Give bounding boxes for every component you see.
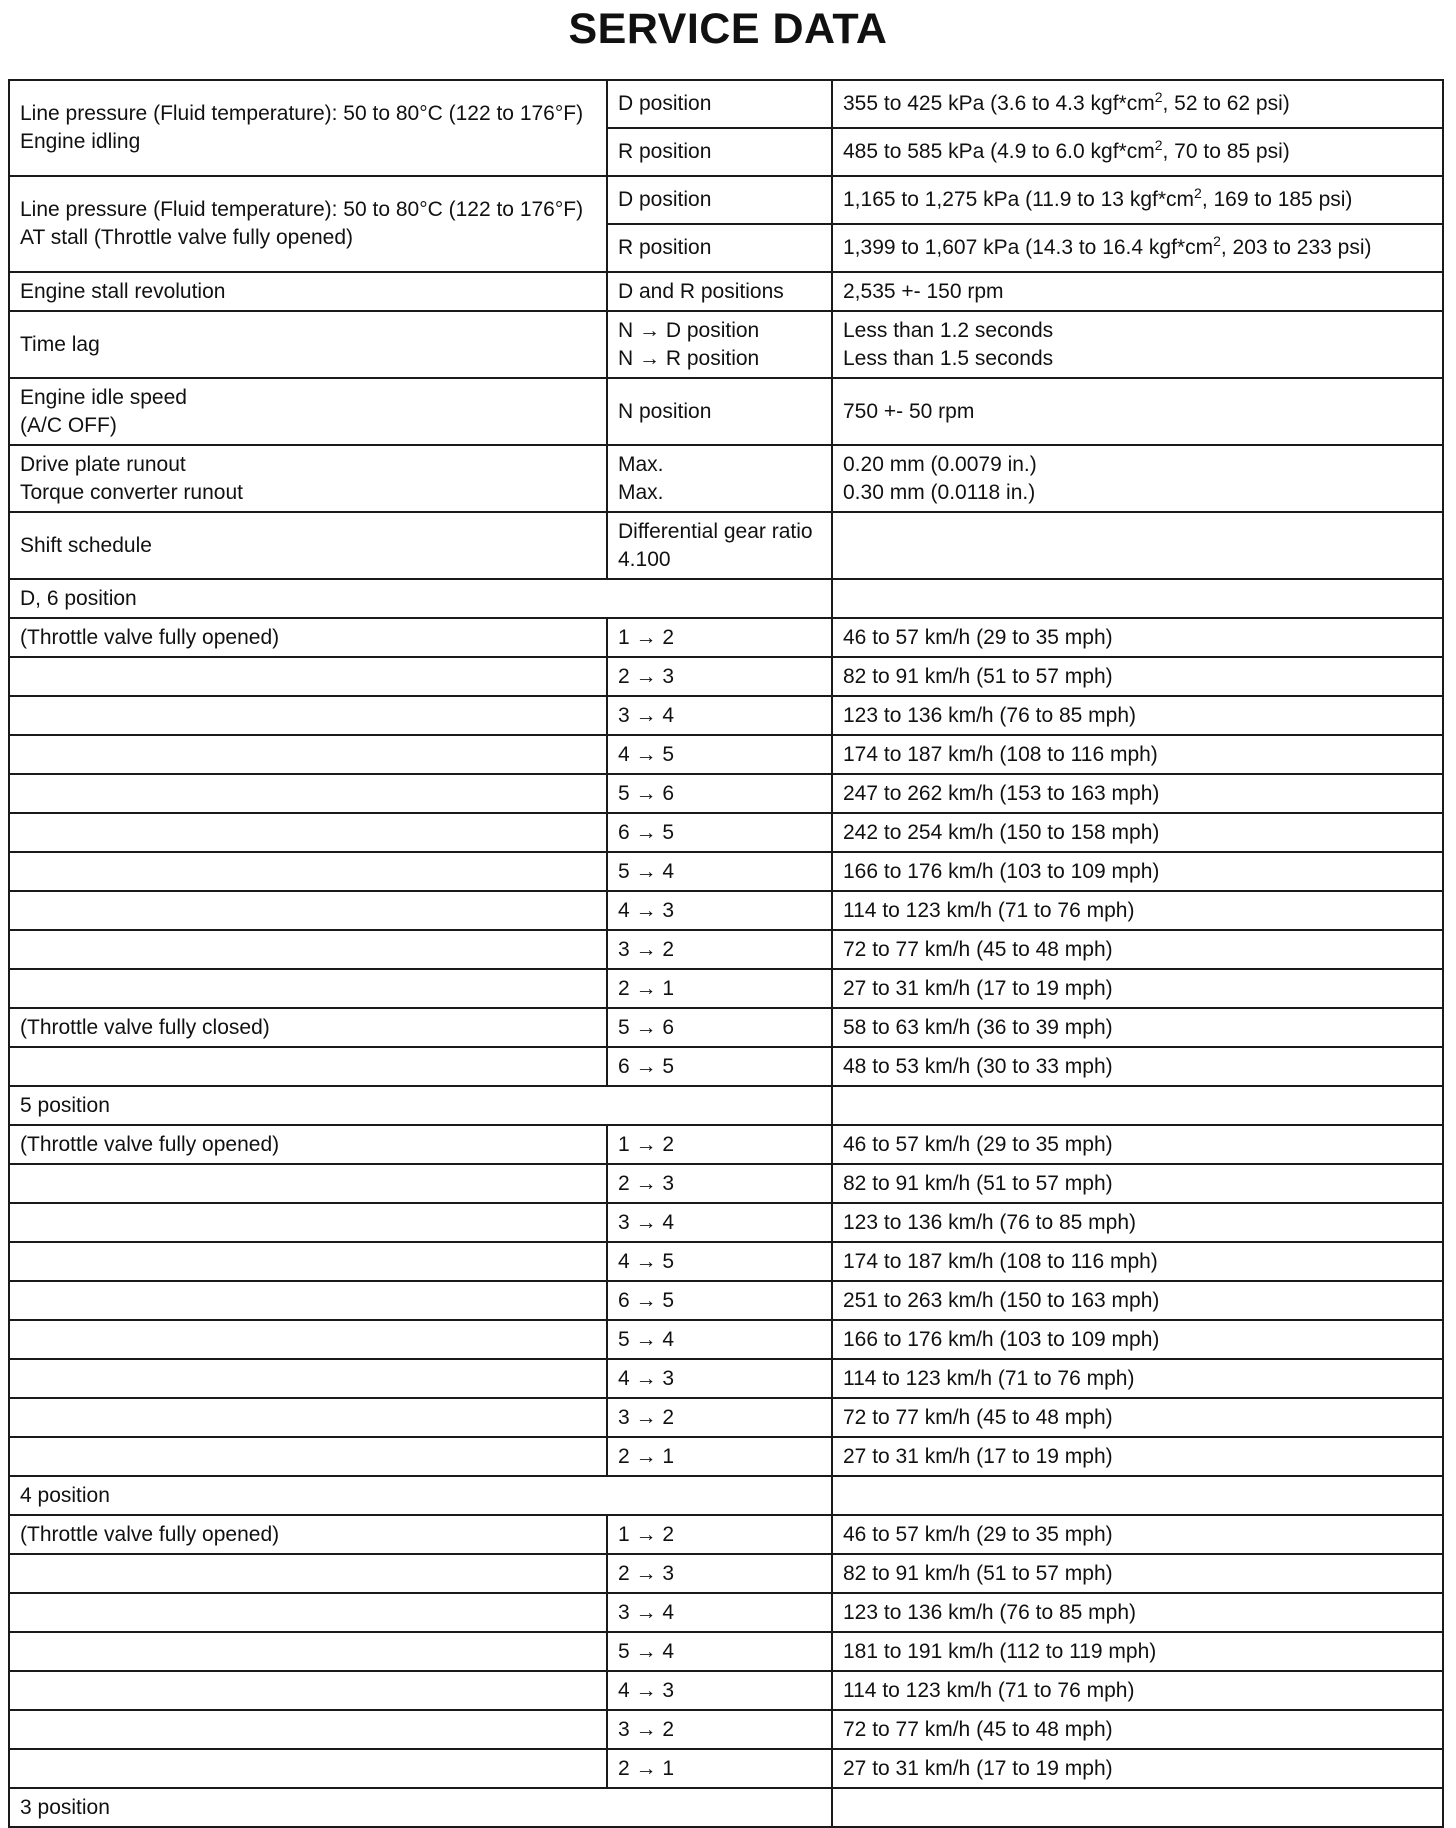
shift-row: [9, 1593, 1443, 1632]
throttle-label: [9, 1437, 607, 1476]
shift-gear: 6 → 5: [607, 813, 832, 852]
shift-speed: 46 to 57 km/h (29 to 35 mph): [832, 618, 1443, 657]
shift-row: [9, 1554, 1443, 1593]
shift-row: [9, 1359, 1443, 1398]
shift-row: [9, 1047, 1443, 1086]
shift-speed: 46 to 57 km/h (29 to 35 mph): [832, 1515, 1443, 1554]
shift-speed: 166 to 176 km/h (103 to 109 mph): [832, 852, 1443, 891]
spec-label: AT stall (Throttle valve fully opened): [20, 226, 354, 249]
throttle-label: [9, 1320, 607, 1359]
throttle-label: [9, 930, 607, 969]
value-cell: [832, 272, 1443, 311]
shift-gear: 1 → 2: [607, 1125, 832, 1164]
shift-row: [9, 1242, 1443, 1281]
position-text: D position: [618, 92, 712, 115]
shift-speed: 48 to 53 km/h (30 to 33 mph): [832, 1047, 1443, 1086]
throttle-label: [9, 1554, 607, 1593]
value-text: 750 +- 50 rpm: [843, 399, 975, 423]
throttle-label: [9, 774, 607, 813]
spec-label: Shift schedule: [20, 533, 152, 557]
value-text: Less than 1.5 seconds: [843, 346, 1054, 370]
value-text: , 203 to 233 psi): [1220, 236, 1372, 259]
service-data-table: [8, 79, 1444, 1828]
spec-label: Engine idle speed: [20, 385, 187, 409]
shift-speed: 27 to 31 km/h (17 to 19 mph): [832, 1749, 1443, 1788]
shift-row: [9, 657, 1443, 696]
section-heading: 5 position: [9, 1086, 832, 1125]
shift-gear: 2 → 3: [607, 1554, 832, 1593]
shift-gear: 3 → 2: [607, 1710, 832, 1749]
shift-gear: 4 → 3: [607, 1671, 832, 1710]
shift-gear: 3 → 2: [607, 1398, 832, 1437]
shift-row: [9, 1632, 1443, 1671]
shift-speed: 72 to 77 km/h (45 to 48 mph): [832, 930, 1443, 969]
throttle-label: [9, 657, 607, 696]
shift-speed: 166 to 176 km/h (103 to 109 mph): [832, 1320, 1443, 1359]
value-cell: [832, 579, 1443, 618]
table-row: [9, 176, 1443, 224]
shift-gear: 2 → 3: [607, 1164, 832, 1203]
shift-gear: 2 → 1: [607, 1437, 832, 1476]
value-text: 0.20 mm (0.0079 in.): [843, 452, 1037, 476]
throttle-label: [9, 1749, 607, 1788]
position-text: N → R position: [618, 346, 760, 370]
shift-row: [9, 1281, 1443, 1320]
shift-gear: 4 → 5: [607, 1242, 832, 1281]
shift-gear: 3 → 4: [607, 1593, 832, 1632]
throttle-label: [9, 1164, 607, 1203]
table-row: [9, 378, 1443, 445]
shift-row: [9, 1320, 1443, 1359]
shift-gear: 3 → 2: [607, 930, 832, 969]
throttle-label: [9, 852, 607, 891]
superscript: 2: [1154, 137, 1163, 153]
shift-speed: 82 to 91 km/h (51 to 57 mph): [832, 1554, 1443, 1593]
shift-speed: 251 to 263 km/h (150 to 163 mph): [832, 1281, 1443, 1320]
value-cell: [832, 224, 1443, 272]
position-text: N → D position: [618, 318, 760, 342]
throttle-label: [9, 1671, 607, 1710]
table-row: [9, 80, 1443, 128]
spec-label: (A/C OFF): [20, 413, 117, 437]
shift-gear: 5 → 6: [607, 1008, 832, 1047]
position-text: D position: [618, 188, 712, 211]
spec-label: Line pressure (Fluid temperature): 50 to 80°C (122 to 176°F): [20, 102, 584, 125]
superscript: 2: [1154, 89, 1163, 105]
shift-row: [9, 774, 1443, 813]
position-cell: [607, 512, 832, 579]
shift-gear: 2 → 3: [607, 657, 832, 696]
shift-row: [9, 852, 1443, 891]
throttle-label: [9, 1242, 607, 1281]
value-text: 1,399 to 1,607 kPa (14.3 to 16.4 kgf*cm: [843, 236, 1214, 259]
value-text: , 70 to 85 psi): [1162, 140, 1290, 163]
shift-speed: 114 to 123 km/h (71 to 76 mph): [832, 891, 1443, 930]
position-text: R position: [618, 140, 712, 163]
value-text: , 169 to 185 psi): [1201, 188, 1353, 211]
value-text: 485 to 585 kPa (4.9 to 6.0 kgf*cm: [843, 140, 1155, 163]
shift-speed: 82 to 91 km/h (51 to 57 mph): [832, 657, 1443, 696]
shift-gear: 5 → 4: [607, 1320, 832, 1359]
shift-row: [9, 930, 1443, 969]
shift-row: [9, 1125, 1443, 1164]
shift-gear: 5 → 4: [607, 852, 832, 891]
value-cell: [832, 128, 1443, 176]
spec-label: Engine stall revolution: [20, 279, 226, 303]
value-cell: [832, 378, 1443, 445]
value-cell: [832, 512, 1443, 579]
position-text: Differential gear ratio 4.100: [618, 519, 813, 571]
position-cell: [607, 378, 832, 445]
shift-speed: 174 to 187 km/h (108 to 116 mph): [832, 735, 1443, 774]
spec-label-cell: [9, 176, 607, 272]
shift-speed: 58 to 63 km/h (36 to 39 mph): [832, 1008, 1443, 1047]
spec-label-cell: [9, 80, 607, 176]
shift-speed: 123 to 136 km/h (76 to 85 mph): [832, 1203, 1443, 1242]
shift-gear: 6 → 5: [607, 1047, 832, 1086]
value-text: 2,535 +- 150 rpm: [843, 279, 1004, 303]
shift-row: [9, 969, 1443, 1008]
table-row: [9, 272, 1443, 311]
position-text: D and R positions: [618, 279, 784, 303]
spec-label: Line pressure (Fluid temperature): 50 to 80°C (122 to 176°F): [20, 198, 584, 221]
shift-row: [9, 1203, 1443, 1242]
shift-gear: 3 → 4: [607, 1203, 832, 1242]
shift-gear: 5 → 6: [607, 774, 832, 813]
shift-row: [9, 1671, 1443, 1710]
section-row: [9, 579, 1443, 618]
shift-speed: 72 to 77 km/h (45 to 48 mph): [832, 1710, 1443, 1749]
shift-gear: 1 → 2: [607, 618, 832, 657]
shift-speed: 247 to 262 km/h (153 to 163 mph): [832, 774, 1443, 813]
position-cell: [607, 128, 832, 176]
shift-row: [9, 1008, 1443, 1047]
value-cell: [832, 311, 1443, 378]
value-text: 355 to 425 kPa (3.6 to 4.3 kgf*cm: [843, 92, 1155, 115]
section-row: [9, 1476, 1443, 1515]
shift-speed: 27 to 31 km/h (17 to 19 mph): [832, 1437, 1443, 1476]
shift-gear: 4 → 3: [607, 891, 832, 930]
position-cell: [607, 272, 832, 311]
spec-label: Drive plate runout: [20, 452, 186, 476]
shift-speed: 114 to 123 km/h (71 to 76 mph): [832, 1671, 1443, 1710]
throttle-label: (Throttle valve fully closed): [9, 1008, 607, 1047]
shift-gear: 2 → 1: [607, 1749, 832, 1788]
shift-row: [9, 1710, 1443, 1749]
spec-label-cell: [9, 272, 607, 311]
position-cell: [607, 176, 832, 224]
shift-gear: 1 → 2: [607, 1515, 832, 1554]
spec-label-cell: [9, 311, 607, 378]
spec-label: Time lag: [20, 332, 100, 356]
throttle-label: [9, 1710, 607, 1749]
throttle-label: [9, 1632, 607, 1671]
service-data-body: [9, 80, 1443, 1827]
superscript: 2: [1213, 233, 1221, 249]
shift-speed: 242 to 254 km/h (150 to 158 mph): [832, 813, 1443, 852]
value-cell: [832, 1476, 1443, 1515]
table-row: [9, 445, 1443, 512]
table-row: [9, 512, 1443, 579]
value-text: 1,165 to 1,275 kPa (11.9 to 13 kgf*cm: [843, 188, 1195, 211]
throttle-label: [9, 969, 607, 1008]
shift-row: [9, 735, 1443, 774]
throttle-label: [9, 1359, 607, 1398]
shift-row: [9, 1398, 1443, 1437]
throttle-label: (Throttle valve fully opened): [9, 1515, 607, 1554]
value-cell: [832, 1788, 1443, 1827]
shift-speed: 123 to 136 km/h (76 to 85 mph): [832, 1593, 1443, 1632]
value-cell: [832, 1086, 1443, 1125]
value-text: Less than 1.2 seconds: [843, 318, 1054, 342]
spec-label-cell: [9, 512, 607, 579]
shift-row: [9, 1515, 1443, 1554]
page-title: SERVICE DATA: [568, 5, 888, 53]
table-row: [9, 311, 1443, 378]
throttle-label: [9, 1593, 607, 1632]
position-text: R position: [618, 236, 712, 259]
shift-speed: 123 to 136 km/h (76 to 85 mph): [832, 696, 1443, 735]
section-row: [9, 1788, 1443, 1827]
superscript: 2: [1194, 185, 1202, 201]
shift-speed: 114 to 123 km/h (71 to 76 mph): [832, 1359, 1443, 1398]
section-row: [9, 1086, 1443, 1125]
shift-row: [9, 1749, 1443, 1788]
position-cell: [607, 80, 832, 128]
throttle-label: (Throttle valve fully opened): [9, 1125, 607, 1164]
throttle-label: [9, 1203, 607, 1242]
shift-gear: 4 → 5: [607, 735, 832, 774]
shift-row: [9, 1164, 1443, 1203]
throttle-label: [9, 1047, 607, 1086]
shift-speed: 27 to 31 km/h (17 to 19 mph): [832, 969, 1443, 1008]
shift-gear: 3 → 4: [607, 696, 832, 735]
shift-speed: 181 to 191 km/h (112 to 119 mph): [832, 1632, 1443, 1671]
throttle-label: [9, 1398, 607, 1437]
spec-label-cell: [9, 445, 607, 512]
position-cell: [607, 224, 832, 272]
position-text: Max.: [618, 480, 664, 504]
position-text: Max.: [618, 452, 664, 476]
shift-row: [9, 1437, 1443, 1476]
throttle-label: [9, 1281, 607, 1320]
shift-speed: 46 to 57 km/h (29 to 35 mph): [832, 1125, 1443, 1164]
shift-speed: 72 to 77 km/h (45 to 48 mph): [832, 1398, 1443, 1437]
value-cell: [832, 445, 1443, 512]
value-text: 0.30 mm (0.0118 in.): [843, 480, 1036, 504]
spec-label: Engine idling: [20, 130, 141, 153]
throttle-label: [9, 696, 607, 735]
position-text: N position: [618, 399, 712, 423]
value-cell: [832, 80, 1443, 128]
shift-row: [9, 618, 1443, 657]
throttle-label: [9, 813, 607, 852]
value-text: , 52 to 62 psi): [1162, 92, 1290, 115]
section-heading: 3 position: [9, 1788, 832, 1827]
shift-row: [9, 813, 1443, 852]
shift-gear: 4 → 3: [607, 1359, 832, 1398]
shift-gear: 6 → 5: [607, 1281, 832, 1320]
throttle-label: [9, 735, 607, 774]
throttle-label: [9, 891, 607, 930]
shift-speed: 174 to 187 km/h (108 to 116 mph): [832, 1242, 1443, 1281]
shift-gear: 2 → 1: [607, 969, 832, 1008]
position-cell: [607, 311, 832, 378]
throttle-label: (Throttle valve fully opened): [9, 618, 607, 657]
value-cell: [832, 176, 1443, 224]
shift-gear: 5 → 4: [607, 1632, 832, 1671]
position-cell: [607, 445, 832, 512]
shift-speed: 82 to 91 km/h (51 to 57 mph): [832, 1164, 1443, 1203]
section-heading: D, 6 position: [9, 579, 832, 618]
shift-row: [9, 696, 1443, 735]
shift-row: [9, 891, 1443, 930]
spec-label: Torque converter runout: [20, 480, 243, 504]
spec-label-cell: [9, 378, 607, 445]
section-heading: 4 position: [9, 1476, 832, 1515]
